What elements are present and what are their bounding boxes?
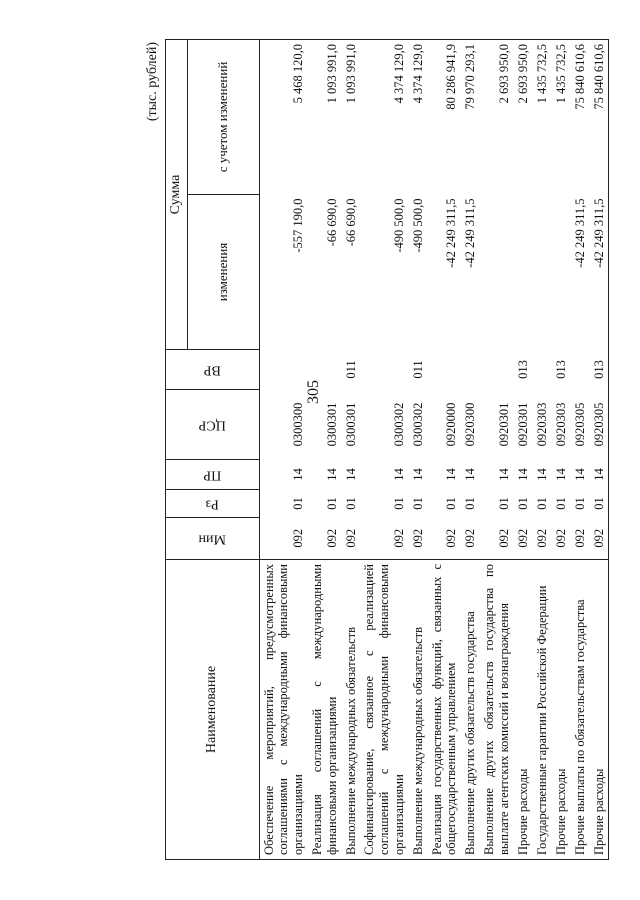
row-total: 75 840 610,6 — [571, 40, 590, 195]
row-min: 092 — [444, 528, 459, 548]
row-min: 092 — [324, 528, 339, 548]
row-total: 80 286 941,9 — [428, 40, 462, 195]
row-rz: 01 — [410, 497, 425, 510]
table-row — [514, 40, 533, 860]
row-changes: -66 690,0 — [343, 198, 358, 247]
row-rz: 01 — [515, 497, 530, 510]
row-vr — [360, 350, 408, 390]
row-csr: 0300300 — [291, 402, 306, 447]
row-pr: 14 — [444, 468, 459, 481]
row-rz: 01 — [553, 497, 568, 510]
table-row — [461, 40, 480, 860]
row-name: Прочие расходы — [590, 560, 609, 860]
row-csr: 0920000 — [444, 402, 459, 447]
row-rz: 01 — [343, 497, 358, 510]
row-csr: 0920301 — [515, 402, 530, 447]
table-row — [308, 40, 342, 860]
row-pr: 14 — [291, 468, 306, 481]
row-name: Государственные гарантии Российской Федерации — [533, 560, 552, 860]
row-vr — [259, 350, 308, 390]
row-csr: 0300301 — [324, 402, 339, 447]
units-label: (тыс. рублей) — [145, 42, 160, 122]
row-min: 092 — [553, 528, 568, 548]
row-rz: 01 — [324, 497, 339, 510]
row-pr: 14 — [590, 460, 609, 490]
row-total: 4 374 129,0 — [409, 40, 428, 195]
row-csr: 0920301 — [496, 402, 511, 447]
row-min: 092 — [410, 528, 425, 548]
header-pr: ПР — [166, 460, 260, 490]
row-min: 092 — [391, 528, 406, 548]
table-row — [409, 40, 428, 860]
table-row — [480, 40, 514, 860]
row-csr: 0920305 — [590, 390, 609, 460]
row-pr: 14 — [391, 468, 406, 481]
row-changes: -490 500,0 — [391, 198, 406, 253]
header-name: Наименование — [166, 560, 260, 860]
row-rz: 01 — [391, 497, 406, 510]
row-changes — [480, 195, 514, 350]
row-name: Прочие выплаты по обязательствам государства — [571, 560, 590, 860]
row-vr — [480, 350, 514, 390]
row-pr: 14 — [515, 468, 530, 481]
row-name: Выполнение других обязательств государства по выплате агентских комиссий и вознаграждения — [480, 560, 514, 860]
row-total: 4 374 129,0 — [360, 40, 408, 195]
row-vr: 011 — [410, 360, 425, 379]
row-total: 2 693 950,0 — [480, 40, 514, 195]
row-min: 092 — [515, 528, 530, 548]
row-changes: -42 249 311,5 — [572, 198, 587, 268]
row-changes: -557 190,0 — [291, 198, 306, 253]
row-name: Реализация государственных функций, связанных с общегосударственным управлением — [428, 560, 462, 860]
row-name: Реализация соглашений с международными финансовыми организациями — [308, 560, 342, 860]
row-vr: 013 — [553, 360, 568, 379]
row-vr — [308, 350, 342, 390]
row-vr — [461, 350, 480, 390]
row-changes — [514, 195, 533, 350]
row-name: Выполнение международных обязательств — [341, 560, 360, 860]
row-min: 092 — [343, 528, 358, 548]
row-rz: 01 — [444, 497, 459, 510]
header-vr: ВР — [166, 350, 260, 390]
row-total: 1 093 991,0 — [308, 40, 342, 195]
row-csr: 0300302 — [410, 402, 425, 447]
header-min: Мин — [166, 518, 260, 560]
page-number: 305 — [305, 380, 322, 404]
row-name: Выполнение международных обязательств — [409, 560, 428, 860]
table-row — [552, 40, 571, 860]
table-row — [428, 40, 462, 860]
row-name: Прочие расходы — [514, 560, 533, 860]
row-rz: 01 — [534, 497, 549, 510]
row-pr: 14 — [410, 468, 425, 481]
row-vr — [571, 350, 590, 390]
row-rz: 01 — [463, 497, 478, 510]
row-min: 092 — [572, 528, 587, 548]
row-vr: 013 — [515, 360, 530, 379]
row-min: 092 — [534, 528, 549, 548]
row-total: 79 970 293,1 — [461, 40, 480, 195]
table-row — [360, 40, 408, 860]
row-changes: -42 249 311,5 — [444, 198, 459, 268]
row-total: 1 435 732,5 — [552, 40, 571, 195]
row-csr: 0920305 — [572, 402, 587, 447]
header-rz: Рз — [166, 490, 260, 518]
row-name: Софинансирование, связанное с реализацией соглашений с международными финансовыми организациями — [360, 560, 408, 860]
row-rz: 01 — [496, 497, 511, 510]
row-name: Обеспечение мероприятий, предусмотренных соглашениями с международными финансовыми организациями — [259, 560, 308, 860]
table-row — [533, 40, 552, 860]
row-total: 1 435 732,5 — [533, 40, 552, 195]
row-rz: 01 — [590, 490, 609, 518]
table-row — [341, 40, 360, 860]
row-changes: -42 249 311,5 — [590, 195, 609, 350]
budget-table — [165, 39, 609, 860]
row-pr: 14 — [553, 468, 568, 481]
row-csr: 0920303 — [553, 402, 568, 447]
row-min: 092 — [291, 528, 306, 548]
rotated-page-content — [145, 40, 606, 860]
row-rz: 01 — [572, 497, 587, 510]
row-changes — [552, 195, 571, 350]
row-vr — [533, 350, 552, 390]
row-vr — [428, 350, 462, 390]
row-name: Выполнение других обязательств государства — [461, 560, 480, 860]
row-csr: 0300302 — [391, 402, 406, 447]
header-with-changes: с учетом изменений — [187, 40, 259, 195]
row-changes: -42 249 311,5 — [463, 198, 478, 268]
row-pr: 14 — [534, 468, 549, 481]
header-sum: Сумма — [166, 40, 188, 350]
header-changes: изменения — [187, 195, 259, 350]
row-csr: 0920300 — [463, 402, 478, 447]
row-pr: 14 — [324, 468, 339, 481]
row-min: 092 — [496, 528, 511, 548]
row-changes: -490 500,0 — [410, 198, 425, 253]
row-csr: 0300301 — [343, 402, 358, 447]
row-total: 75 840 610,6 — [590, 40, 609, 195]
row-pr: 14 — [463, 468, 478, 481]
row-rz: 01 — [291, 497, 306, 510]
row-pr: 14 — [496, 468, 511, 481]
row-min: 092 — [463, 528, 478, 548]
row-vr: 011 — [343, 360, 358, 379]
row-vr: 013 — [590, 350, 609, 390]
table-row — [571, 40, 590, 860]
table-body — [259, 40, 609, 860]
row-pr: 14 — [572, 468, 587, 481]
row-total: 5 468 120,0 — [259, 40, 308, 195]
row-total: 1 093 991,0 — [341, 40, 360, 195]
table-row — [259, 40, 308, 860]
header-csr: ЦСР — [166, 390, 260, 460]
row-min: 092 — [590, 518, 609, 560]
row-changes: -66 690,0 — [324, 198, 339, 247]
row-name: Прочие расходы — [552, 560, 571, 860]
row-pr: 14 — [343, 468, 358, 481]
row-csr: 0920303 — [534, 402, 549, 447]
row-changes — [533, 195, 552, 350]
row-total: 2 693 950,0 — [514, 40, 533, 195]
table-row — [590, 40, 609, 860]
